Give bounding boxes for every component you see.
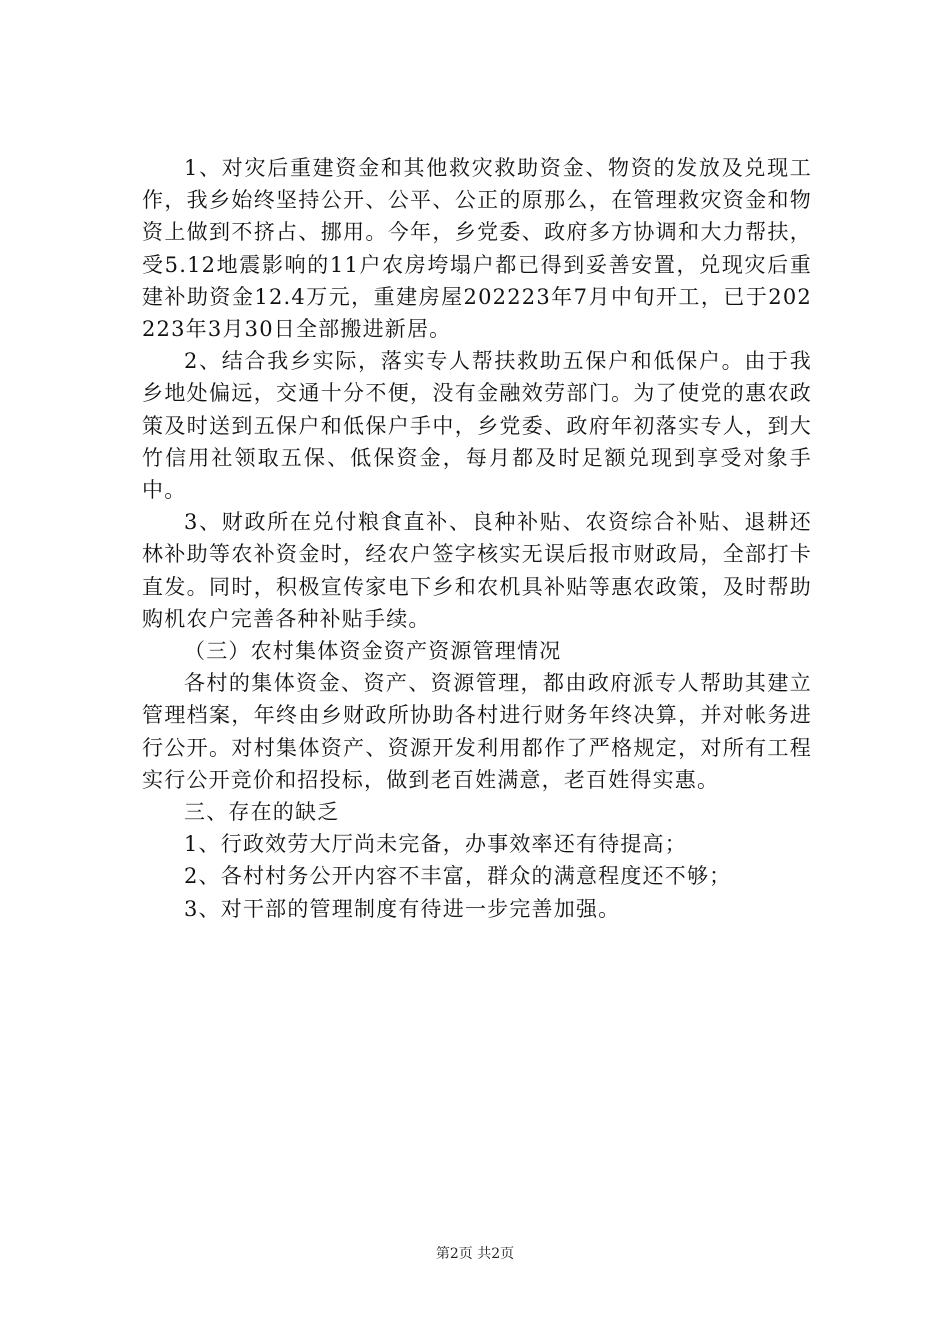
paragraph-agricultural-subsidies: 3、财政所在兑付粮食直补、良种补贴、农资综合补贴、退耕还林补助等农补资金时，经农户签字核实无误后报市财政局，全部打卡直发。同时，积极宣传家电下乡和农机具补贴等惠农政策，及时帮助购机农户完善各种补贴手续。 [142,510,812,631]
section-heading-collective-assets: （三）农村集体资金资产资源管理情况 [184,639,562,664]
paragraph-collective-assets: 各村的集体资金、资产、资源管理，都由政府派专人帮助其建立管理档案，年终由乡财政所协助各村进行财务年终决算，并对帐务进行公开。对村集体资产、资源开发利用都作了严格规定，对所有工程实行公开竞价和招投标，做到老百姓满意，老百姓得实惠。 [142,671,812,792]
shortcoming-item-1: 1、行政效劳大厅尚未完备，办事效率还有待提高； [184,832,687,857]
shortcoming-item-2: 2、各村村务公开内容不丰富，群众的满意程度还不够； [184,864,732,889]
paragraph-disaster-funds: 1、对灾后重建资金和其他救灾救助资金、物资的发放及兑现工作，我乡始终坚持公开、公平、公正的原那么，在管理救灾资金和物资上做到不挤占、挪用。今年，乡党委、政府多方协调和大力帮扶，受5.12地震影响的11户农房垮塌户都已得到妥善安置，兑现灾后重建补助资金12.4万元，重建房屋202223年7月中旬开工，已于202223年3月30日全部搬进新居。 [142,156,812,342]
section-heading-shortcomings: 三、存在的缺乏 [184,800,340,825]
shortcoming-item-3: 3、对干部的管理制度有待进一步完善加强。 [184,896,621,921]
paragraph-five-guarantee: 2、结合我乡实际，落实专人帮扶救助五保户和低保户。由于我乡地处偏远，交通十分不便，没有金融效劳部门。为了使党的惠农政策及时送到五保户和低保户手中，乡党委、政府年初落实专人，到大竹信用社领取五保、低保资金，每月都及时足额兑现到享受对象手中。 [142,349,812,503]
page-number-footer: 第2页 共2页 [435,1246,515,1262]
document-body [142,152,812,925]
